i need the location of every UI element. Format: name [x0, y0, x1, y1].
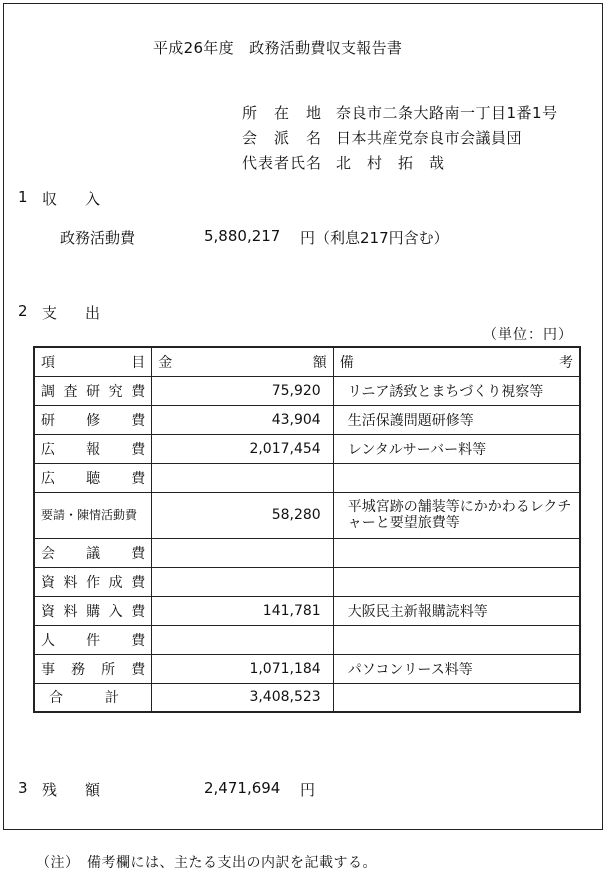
- income-unit-note: 円（利息217円含む）: [300, 229, 449, 247]
- row-item: 人件費: [34, 625, 152, 654]
- row-item: 資料作成費: [34, 567, 152, 596]
- header-amount: 金 額: [152, 347, 333, 376]
- table-total-row: [34, 683, 580, 712]
- table-header-row: [34, 347, 580, 376]
- table-row: [34, 625, 580, 654]
- row-amount: 2,017,454: [152, 434, 333, 463]
- row-note: パソコンリース料等: [333, 654, 580, 683]
- row-note: [333, 567, 580, 596]
- page-title: 平成26年度 政務活動費収支報告書: [153, 39, 403, 57]
- row-item: 広報費: [34, 434, 152, 463]
- footnote: （注） 備考欄には、主たる支出の内訳を記載する。: [36, 855, 377, 871]
- table-row: [34, 654, 580, 683]
- unit-note: （単位：円）: [483, 327, 573, 343]
- expense-section-number: 2: [18, 302, 28, 320]
- table-row: [34, 405, 580, 434]
- header-item: 項 目: [34, 347, 152, 376]
- table-row: [34, 538, 580, 567]
- row-item: 事務所費: [34, 654, 152, 683]
- balance-section-heading: 残額: [42, 781, 129, 799]
- row-amount: [152, 538, 333, 567]
- income-label: 政務活動費: [60, 229, 136, 247]
- row-item: 会議費: [34, 538, 152, 567]
- faction-value: 日本共産党奈良市会議員団: [336, 129, 523, 147]
- row-note: 大阪民主新報購読料等: [333, 596, 580, 625]
- representative-value: 北 村 拓 哉: [336, 154, 445, 172]
- row-item: 要請・陳情活動費: [34, 492, 152, 538]
- total-amount: 3,408,523: [152, 683, 333, 712]
- total-label: 合 計: [34, 683, 152, 712]
- table-row: [34, 434, 580, 463]
- expense-section-heading: 支出: [42, 304, 129, 322]
- income-section-number: 1: [18, 188, 28, 206]
- row-note: 生活保護問題研修等: [333, 405, 580, 434]
- row-amount: [152, 463, 333, 492]
- row-amount: 58,280: [152, 492, 333, 538]
- row-note: レンタルサーバー料等: [333, 434, 580, 463]
- income-section-heading: 収入: [42, 190, 129, 208]
- row-amount: 141,781: [152, 596, 333, 625]
- row-note: 平城宮跡の舗装等にかかわるレクチャーと要望旅費等: [333, 492, 580, 538]
- table-row: [34, 376, 580, 405]
- row-amount: 43,904: [152, 405, 333, 434]
- row-note: リニア誘致とまちづくり視察等: [333, 376, 580, 405]
- row-item: 調査研究費: [34, 376, 152, 405]
- income-amount: 5,880,217: [204, 227, 281, 245]
- total-note: [333, 683, 580, 712]
- table-row: [34, 463, 580, 492]
- balance-unit: 円: [300, 781, 316, 799]
- balance-amount: 2,471,694: [204, 779, 281, 797]
- row-amount: 1,071,184: [152, 654, 333, 683]
- table-row: [34, 567, 580, 596]
- table-row: [34, 596, 580, 625]
- representative-label: 代表者氏名: [242, 154, 323, 172]
- row-item: 資料購入費: [34, 596, 152, 625]
- row-note: [333, 463, 580, 492]
- row-note: [333, 625, 580, 654]
- row-item: 研修費: [34, 405, 152, 434]
- row-amount: [152, 625, 333, 654]
- expense-table: [33, 346, 581, 713]
- address-value: 奈良市二条大路南一丁目1番1号: [336, 104, 558, 122]
- address-label: 所 在 地: [242, 104, 323, 122]
- balance-section-number: 3: [18, 779, 28, 797]
- row-item: 広聴費: [34, 463, 152, 492]
- table-row: [34, 492, 580, 538]
- faction-label: 会 派 名: [242, 129, 323, 147]
- row-note: [333, 538, 580, 567]
- header-note: 備 考: [333, 347, 580, 376]
- row-amount: [152, 567, 333, 596]
- row-amount: 75,920: [152, 376, 333, 405]
